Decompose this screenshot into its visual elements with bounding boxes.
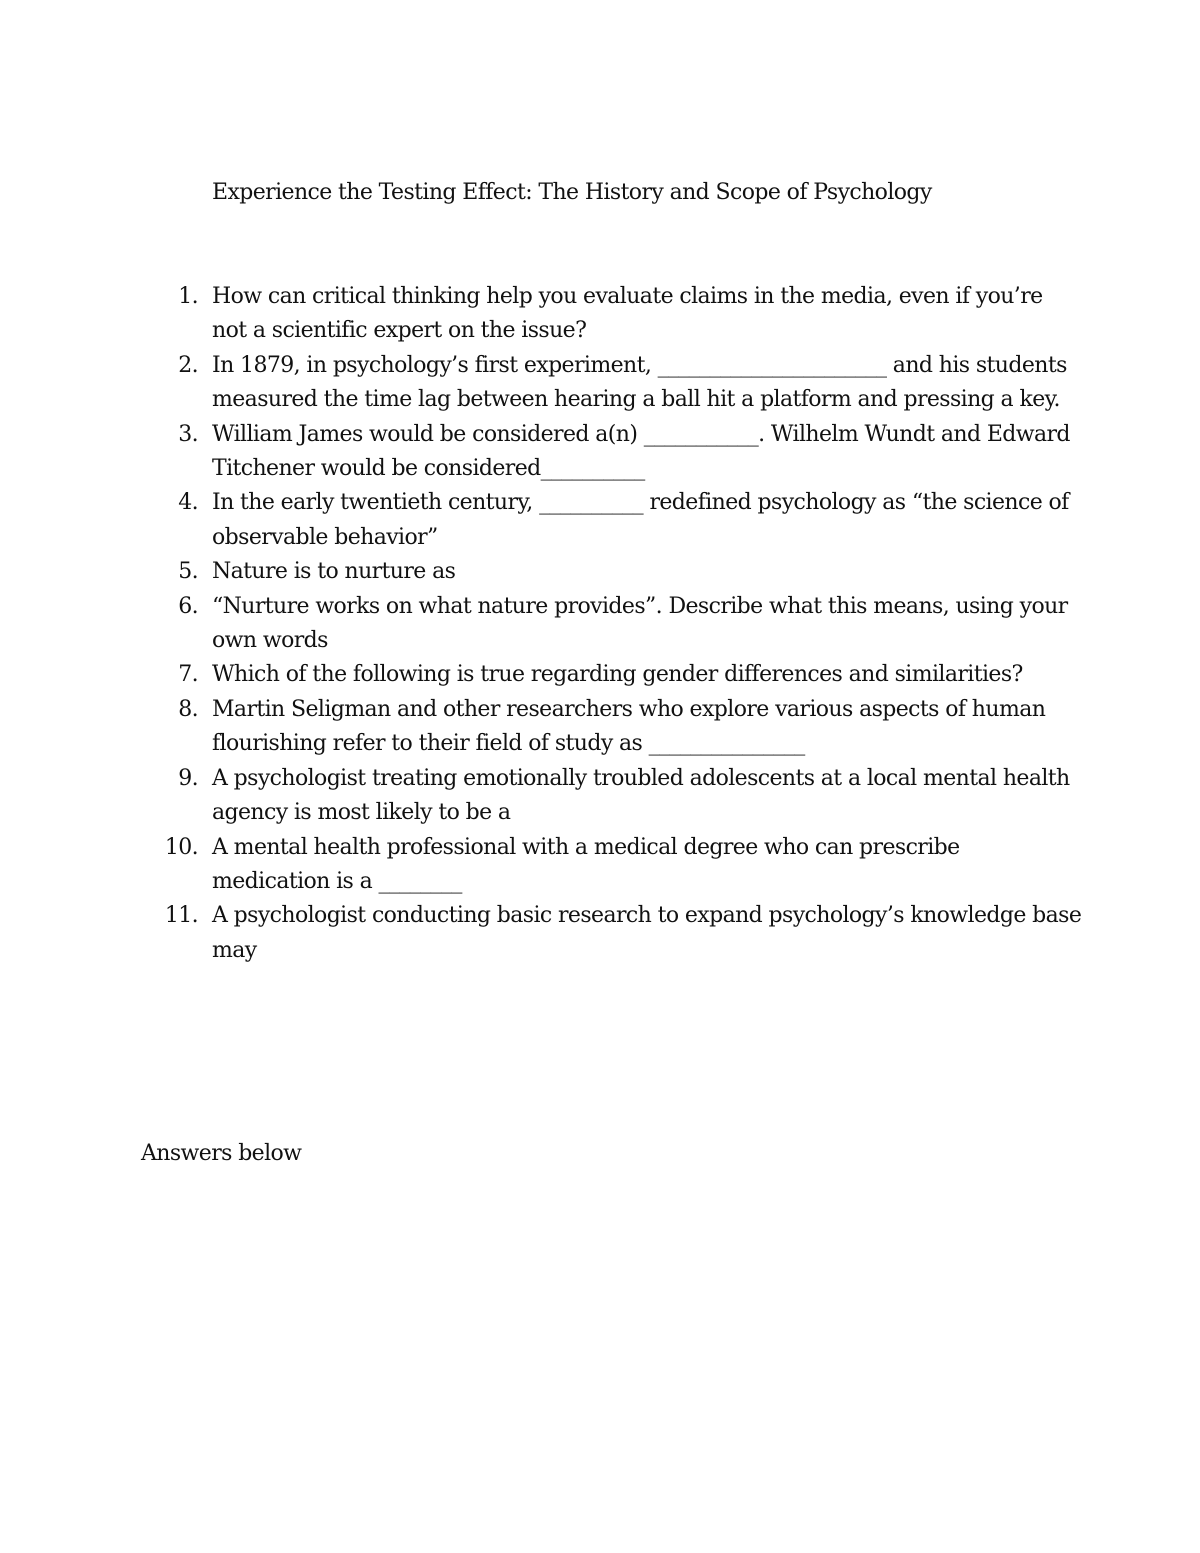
question-text: Nature is to nurture as (212, 559, 456, 585)
question-number: 7. (178, 662, 198, 688)
question-text: William James would be considered a(n) ___________. Wilhelm Wundt and Edward Titchener would be considered__________ (212, 421, 1070, 482)
question-item (0, 280, 1082, 349)
question-item (0, 590, 1082, 659)
question-text: A psychologist treating emotionally troubled adolescents at a local mental health agency is most likely to be a (212, 765, 1070, 826)
question-item (0, 899, 1082, 968)
question-number: 4. (178, 490, 198, 516)
question-number: 11. (164, 903, 198, 929)
question-item (0, 658, 1082, 692)
question-text: “Nurture works on what nature provides”. Describe what this means, using your own words (212, 593, 1068, 654)
answers-label: Answers below (141, 1141, 302, 1166)
question-number: 2. (178, 352, 198, 378)
question-number: 10. (164, 834, 198, 860)
question-item (0, 418, 1082, 487)
question-number: 1. (178, 284, 198, 309)
question-text: A mental health professional with a medical degree who can prescribe medication is a ________ (212, 834, 960, 894)
question-number: 3. (178, 421, 198, 447)
question-text: A psychologist conducting basic research to expand psychology’s knowledge base may (212, 903, 1082, 963)
question-text: Martin Seligman and other researchers who explore various aspects of human flourishing refer to their field of study as _______________ (212, 696, 1046, 757)
question-item (0, 762, 1082, 831)
question-item (0, 693, 1082, 762)
question-item (0, 555, 1082, 589)
question-number: 5. (178, 559, 198, 585)
question-number: 9. (178, 765, 198, 791)
question-number: 8. (178, 696, 198, 722)
question-text: In 1879, in psychology’s first experiment, ______________________ and his students measured the time lag between hearing a ball hit a platform and pressing a key. (212, 352, 1067, 413)
question-item (0, 486, 1082, 555)
question-text: In the early twentieth century, __________ redefined psychology as “the science of observable behavior” (212, 490, 1069, 550)
question-number: 6. (178, 593, 198, 619)
question-item (0, 349, 1082, 418)
question-list (0, 280, 1200, 968)
question-text: Which of the following is true regarding gender differences and similarities? (212, 662, 1023, 688)
question-item (0, 831, 1082, 900)
document-title: Experience the Testing Effect: The History and Scope of Psychology (212, 180, 932, 205)
question-text: How can critical thinking help you evaluate claims in the media, even if you’re not a scientific expert on the issue? (212, 284, 1043, 344)
